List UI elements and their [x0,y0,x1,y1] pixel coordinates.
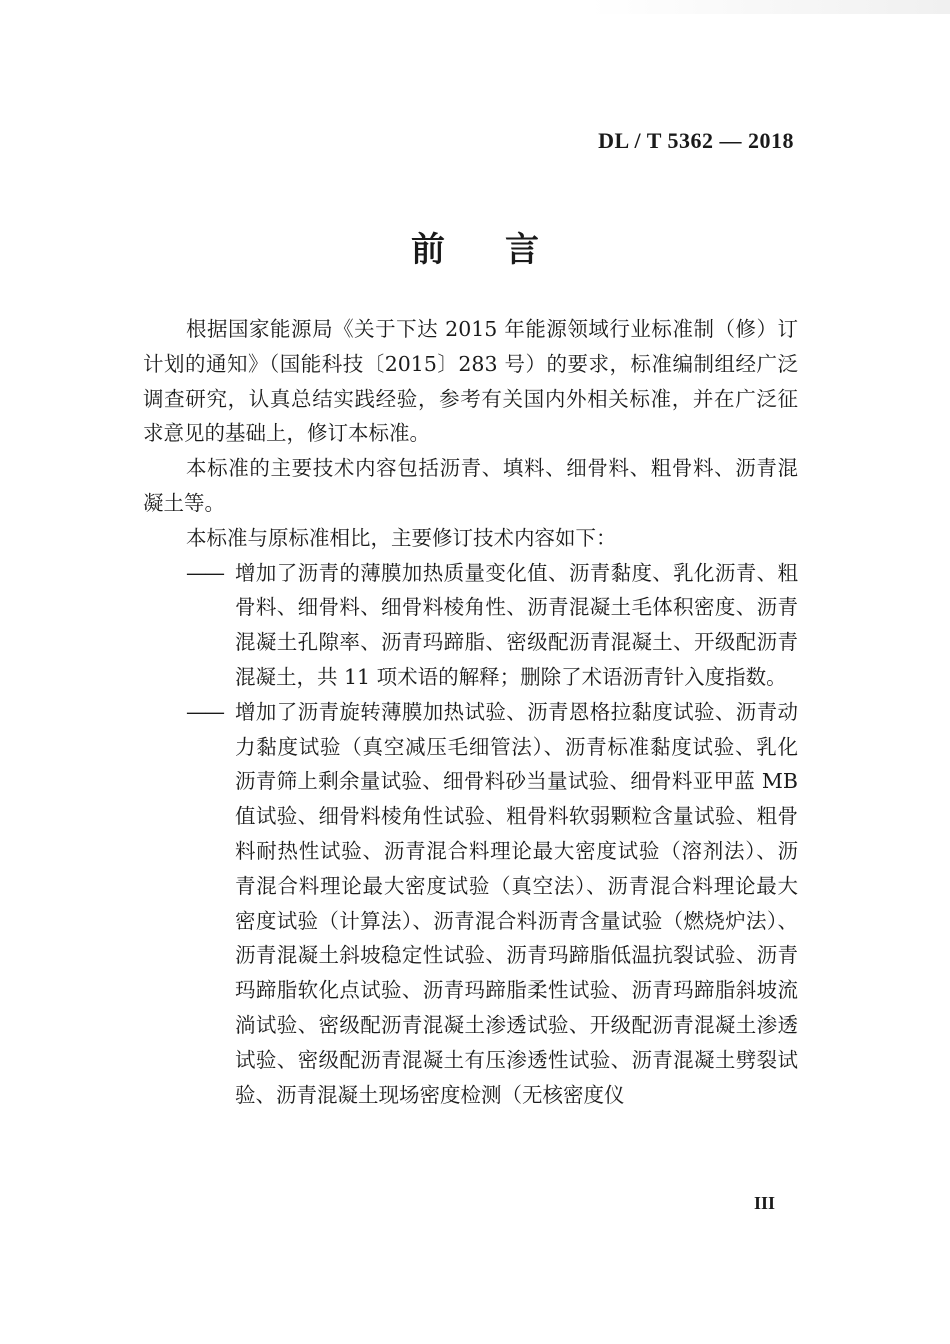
paragraph-revision-intro: 本标准与原标准相比，主要修订技术内容如下： [186,525,617,550]
list-dash: —— [186,560,223,585]
paragraph-main-content: 本标准的主要技术内容包括沥青、填料、细骨料、粗骨料、沥青混凝土等。 [143,456,798,515]
standard-code-header: DL / T 5362 — 2018 [598,128,794,153]
list-dash: —— [186,699,223,724]
preface-body [143,312,798,1112]
scan-edge-shading [590,0,950,14]
paragraph-revision-basis: 根据国家能源局《关于下达 2015 年能源领域行业标准制（修）订计划的通知》（国能科技〔2015〕283 号）的要求，标准编制组经广泛调查研究，认真总结实践经验，参考有关国内外相关标准，并在广泛征求意见的基础上，修订本标准。 [143,317,798,446]
page-title: 前言 [411,230,599,270]
page-number: III [753,1193,775,1213]
list-item-text: 增加了沥青的薄膜加热质量变化值、沥青黏度、乳化沥青、粗骨料、细骨料、细骨料棱角性、沥青混凝土毛体积密度、沥青混凝土孔隙率、沥青玛蹄脂、密级配沥青混凝土、开级配沥青混凝土，共 11 项术语的解释；删除了术语沥青针入度指数。 [235,560,798,689]
list-item [143,695,798,1113]
list-item [143,556,798,695]
list-item-text: 增加了沥青旋转薄膜加热试验、沥青恩格拉黏度试验、沥青动力黏度试验（真空减压毛细管法）、沥青标准黏度试验、乳化沥青筛上剩余量试验、细骨料砂当量试验、细骨料亚甲蓝 MB 值试验、细骨料棱角性试验、粗骨料软弱颗粒含量试验、粗骨料耐热性试验、沥青混合料理论最大密度试验（溶剂法）、沥青混合料理论最大密度试验（真空法）、沥青混合料理论最大密度试验（计算法）、沥青混合料沥青含量试验（燃烧炉法）、沥青混凝土斜坡稳定性试验、沥青玛蹄脂低温抗裂试验、沥青玛蹄脂软化点试验、沥青玛蹄脂柔性试验、沥青玛蹄脂斜坡流淌试验、密级配沥青混凝土渗透试验、开级配沥青混凝土渗透试验、密级配沥青混凝土有压渗透性试验、沥青混凝土劈裂试验、沥青混凝土现场密度检测（无核密度仪 [235,699,798,1107]
